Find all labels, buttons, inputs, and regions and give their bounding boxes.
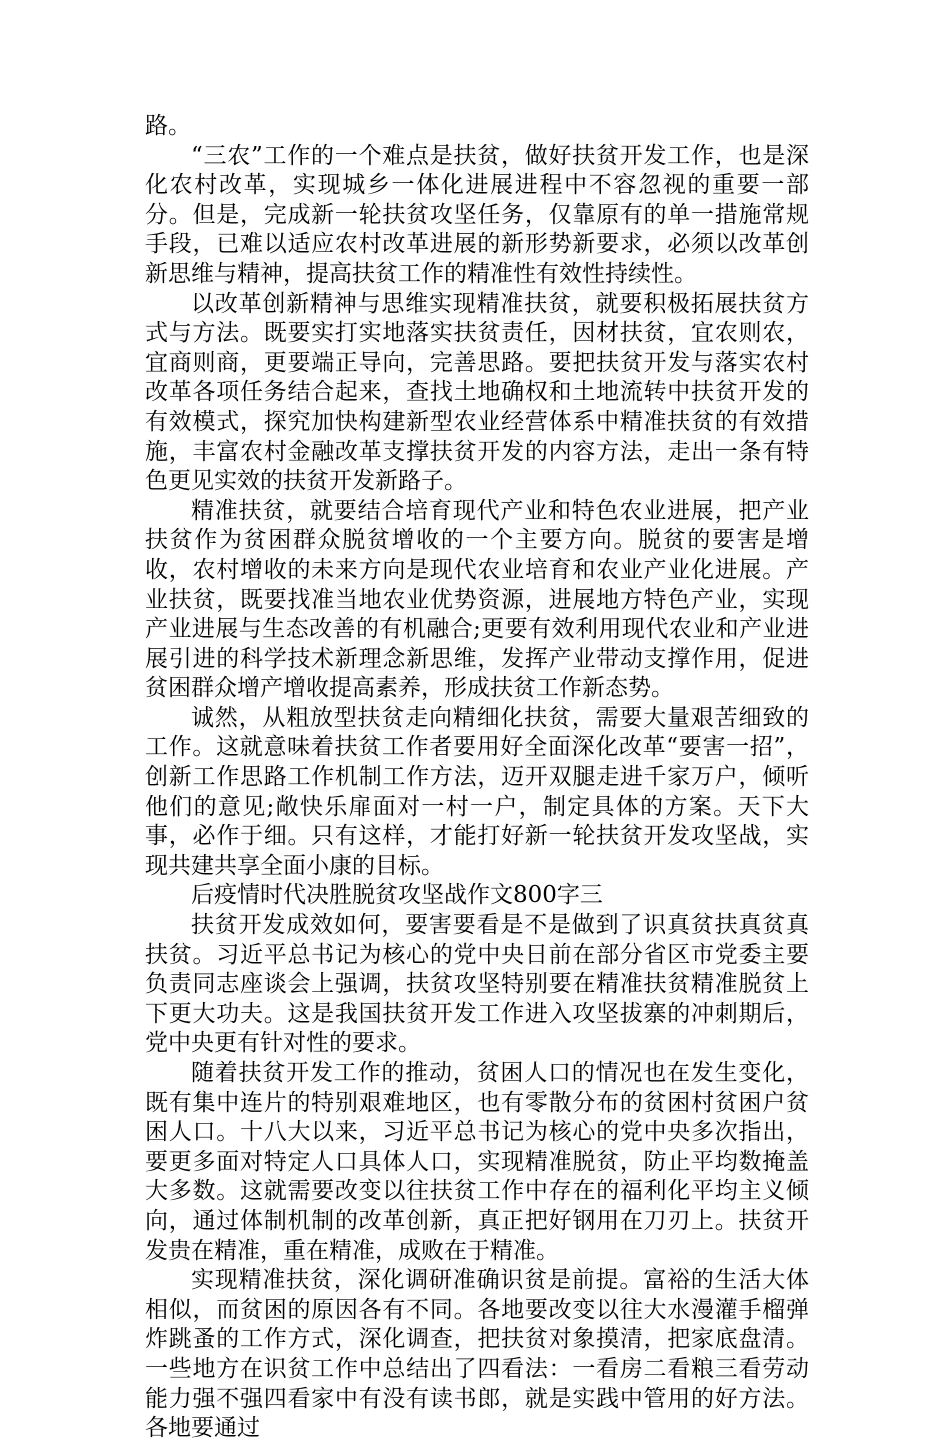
paragraph-sannong: “三农”工作的一个难点是扶贫，做好扶贫开发工作，也是深化农村改革，实现城乡一体化进展进程中不容忽视的重要一部分。但是，完成新一轮扶贫攻坚任务，仅靠原有的单一措施常规手段，已难以适应农村改革进展的新形势新要求，必须以改革创新思维与精神，提高扶贫工作的精准性有效性持续性。 bbox=[145, 142, 809, 287]
document-page bbox=[145, 112, 809, 1444]
paragraph-population-change: 随着扶贫开发工作的推动，贫困人口的情况也在发生变化，既有集中连片的特别艰难地区，也有零散分布的贫困村贫困户贫困人口。十八大以来，习近平总书记为核心的党中央多次指出，要更多面对特定人口具体人口，实现精准脱贫，防止平均数掩盖大多数。这就需要改变以往扶贫工作中存在的福利化平均主义倾向，通过体制机制的改革创新，真正把好钢用在刀刃上。扶贫开发贵在精准，重在精准，成败在于精准。 bbox=[145, 1060, 809, 1264]
paragraph-reform-innovation: 以改革创新精神与思维实现精准扶贫，就要积极拓展扶贫方式与方法。既要实打实地落实扶贫责任，因材扶贫，宜农则农，宜商则商，更要端正导向，完善思路。要把扶贫开发与落实农村改革各项任务结合起来，查找土地确权和土地流转中扶贫开发的有效模式，探究加快构建新型农业经营体系中精准扶贫的有效措施，丰富农村金融改革支撑扶贫开发的内容方法，走出一条有特色更见实效的扶贫开发新路子。 bbox=[145, 290, 809, 495]
section-heading: 后疫情时代决胜脱贫攻坚战作文800字三 bbox=[191, 882, 603, 909]
paragraph-precision-effect: 扶贫开发成效如何，要害要看是不是做到了识真贫扶真贫真扶贫。习近平总书记为核心的党中央日前在部分省区市党委主要负责同志座谈会上强调，扶贫攻坚特别要在精准扶贫精准脱贫上下更大功夫。这是我国扶贫开发工作进入攻坚拔寨的冲刺期后，党中央更有针对性的要求。 bbox=[145, 912, 809, 1057]
paragraph-continuation: 路。 bbox=[145, 113, 191, 139]
paragraph-industry-poverty: 精准扶贫，就要结合培育现代产业和特色农业进展，把产业扶贫作为贫困群众脱贫增收的一个主要方向。脱贫的要害是增收，农村增收的未来方向是现代农业培育和农业产业化进展。产业扶贫，既要找准当地农业优势资源，进展地方特色产业，实现产业进展与生态改善的有机融合;更要有效利用现代农业和产业进展引进的科学技术新理念新思维，发挥产业带动支撑作用，促进贫困群众增产增收提高素养，形成扶贫工作新态势。 bbox=[145, 497, 809, 702]
paragraph-identify-poverty: 实现精准扶贫，深化调研准确识贫是前提。富裕的生活大体相似，而贫困的原因各有不同。各地要改变以往大水漫灌手榴弹炸跳蚤的工作方式，深化调查，把扶贫对象摸清，把家底盘清。一些地方在识贫工作中总结出了四看法：一看房二看粮三看劳动能力强不强四看家中有没有读书郎，就是实践中管用的好方法。各地要通过 bbox=[145, 1267, 809, 1442]
paragraph-fine-work: 诚然，从粗放型扶贫走向精细化扶贫，需要大量艰苦细致的工作。这就意味着扶贫工作者要用好全面深化改革“要害一招”，创新工作思路工作机制工作方法，迈开双腿走进千家万户，倾听他们的意见;敞快乐扉面对一村一户，制定具体的方案。天下大事，必作于细。只有这样，才能打好新一轮扶贫开发攻坚战，实现共建共享全面小康的目标。 bbox=[145, 704, 809, 879]
